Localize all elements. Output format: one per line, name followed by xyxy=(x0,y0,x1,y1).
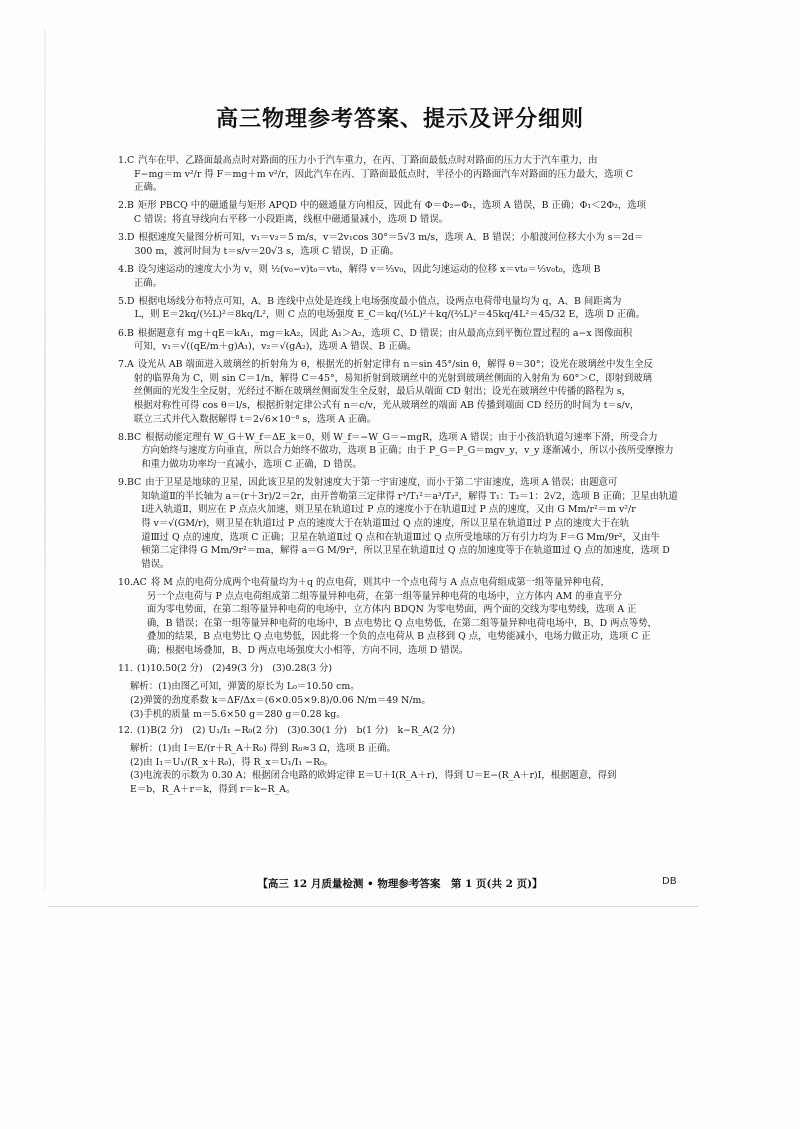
answer-line: (1)10.50(2 分) (2)49(3 分) (3)0.28(3 分) xyxy=(136,663,333,675)
answer-line: (1)B(2 分) (2) U₁/I₁ −R₀(2 分) (3)0.30(1 分) b(1 分) k−R_A(2 分) xyxy=(136,725,456,737)
answer-line: 根据速度矢量图分析可知，v₁＝v₂＝5 m/s，v＝2v₁cos 30°＝5√3 m/s，选项 A、B 错误；小船渡河位移大小为 s＝2d＝ xyxy=(138,232,644,244)
answer-line: E＝b，R_A＋r＝k，得到 r＝k−R_A。 xyxy=(130,784,296,796)
answer-list xyxy=(118,154,690,800)
answer-line: 联立三式并代入数据解得 t＝2√6×10⁻⁸ s，选项 A 正确。 xyxy=(133,413,377,425)
answer-line: 根据对称性可得 cos θ＝l/s，根据折射定律公式有 n＝c/v，光从玻璃丝的端面 AB 传播到端面 CD 经历的时间为 t＝s/v， xyxy=(133,400,640,412)
answer-number: 12. xyxy=(118,725,133,737)
answer-line: (3)电流表的示数为 0.30 A；根据闭合电路的欧姆定律 E＝U＋I(R_A＋r)，得到 U＝E−(R_A＋r)I，根据题意，得到 xyxy=(130,770,617,782)
answer-line: C 错误；将直导线向右平移一小段距离，线框中磁通量减小，选项 D 错误。 xyxy=(133,213,449,225)
answer-number: 9.BC xyxy=(118,477,142,489)
answer-text xyxy=(134,263,690,290)
answer-item xyxy=(118,154,690,195)
answer-line: 汽车在甲、乙路面最高点时对路面的压力小于汽车重力，在丙、丁路面最低点时对路面的压力大于汽车重力，由 xyxy=(138,155,598,166)
answer-item xyxy=(118,295,690,322)
page-title: 高三物理参考答案、提示及评分细则 xyxy=(215,106,584,132)
answer-line: 面为零电势面，在第二组等量异种电荷的电场中，立方体内 BDQN 为零电势面，两个面的交线为零电势线，选项 A 正 xyxy=(146,604,637,616)
answer-item xyxy=(118,263,690,290)
answer-line: 确；根据电场叠加，B、D 两点电场强度大小相等，方向不同，选项 D 错误。 xyxy=(146,644,469,656)
answer-text xyxy=(141,476,690,571)
answer-item xyxy=(118,199,690,226)
answer-text xyxy=(134,154,690,195)
answer-line: 300 m，渡河时间为 t＝s/v＝20√3 s，选项 C 错误，D 正确。 xyxy=(134,245,399,257)
answer-line: 根据动能定理有 W_G＋W_f＝ΔE_k＝0，则 W_f＝−W_G＝−mgR，选项 A 错误；由于小孩沿轨道匀速率下滑，所受合力 xyxy=(145,431,658,443)
scan-edge xyxy=(44,30,46,890)
answer-item xyxy=(118,724,690,738)
answer-item xyxy=(118,231,690,258)
answer-line: 根据题意有 mg＋qE＝kA₁，mg＝kA₂，因此 A₁＞A₂，选项 C、D 错误；由从最高点到平衡位置过程的 a−x 图像面积 xyxy=(137,327,633,339)
answer-text xyxy=(130,680,690,721)
answer-number: 1.C xyxy=(118,155,135,166)
answer-number: 5.D xyxy=(118,295,135,307)
answer-number: 3.D xyxy=(118,232,135,244)
answer-text xyxy=(133,724,690,738)
answer-text xyxy=(134,358,690,426)
answer-line: 根据电场线分布特点可知，A、B 连线中点处是连线上电场强度最小值点，设两点电荷带电量均为 q，A、B 间距离为 xyxy=(138,295,622,307)
answer-item xyxy=(118,358,690,426)
answer-line: 顿第二定律得 G Mm/9r²＝ma，解得 a＝G M/9r²，所以卫星在轨道Ⅱ过 Q 点的加速度等于在轨道Ⅲ过 Q 点的加速度，选项 D xyxy=(141,545,670,557)
answer-line: F−mg＝m v²/r 得 F＝mg＋m v²/r，因此汽车在丙、丁路面最低点时，半径小的丙路面汽车对路面的压力最大，选项 C xyxy=(134,168,634,180)
answer-line: 道Ⅲ过 Q 点的速度，选项 C 正确；卫星在轨道Ⅱ过 Q 点和在轨道Ⅲ过 Q 点所受地球的万有引力均为 F＝G Mm/9r²，又由牛 xyxy=(141,531,660,543)
answer-item xyxy=(118,662,690,676)
answer-text xyxy=(133,662,690,676)
answer-item xyxy=(118,431,690,472)
answer-line: 知轨道Ⅱ的半长轴为 a＝(r＋3r)/2＝2r，由开普勒第三定律得 r³/T₁²＝a³/T₂²，解得 T₁：T₂＝1：2√2，选项 B 正确；卫星由轨道 xyxy=(141,490,678,502)
answer-line: Ⅰ进入轨道Ⅱ，则应在 P 点点火加速，则卫星在轨道Ⅰ过 P 点的速度小于在轨道Ⅱ过 P 点的速度，又由 G Mm/r²＝m v²/r xyxy=(141,504,636,516)
answer-text xyxy=(134,295,690,322)
answer-line: 正确。 xyxy=(134,182,163,194)
answer-line: 确，B 错误；在第一组等量异种电荷的电场中，B 点电势比 Q 点电势低，在第二组等量异种电荷电场中，B、D 两点等势， xyxy=(146,617,658,629)
answer-line: (2)由 I₁＝U₁/(R_x＋R₀)，得 R_x＝U₁/I₁ −R₀。 xyxy=(130,756,334,768)
page-footer: 【高三 12 月质量检测 • 物理参考答案 第 1 页(共 2 页)】 xyxy=(257,878,543,890)
answer-explanation xyxy=(130,742,690,796)
answer-line: (2)弹簧的劲度系数 k＝ΔF/Δx＝(6×0.05×9.8)/0.06 N/m＝49 N/m。 xyxy=(130,694,431,706)
answer-line: 设匀速运动的速度大小为 v，则 ½(v₀−v)t₀＝vt₀，解得 v＝⅓v₀，因此匀速运动的位移 x＝vt₀＝⅓v₀t₀，选项 B xyxy=(137,263,601,275)
answer-number: 11. xyxy=(118,663,133,675)
answer-line: 可知，v₁＝√((qE/m＋g)A₁)，v₂＝√(gA₂)，选项 A 错误、B 正确。 xyxy=(133,341,417,353)
answer-text xyxy=(134,231,690,258)
answer-explanation xyxy=(130,680,690,721)
footer-divider xyxy=(48,906,698,907)
answer-number: 10.AC xyxy=(118,576,147,588)
answer-item xyxy=(118,576,690,658)
answer-line: 丝侧面的光发生全反射，光经过不断在玻璃丝侧面发生全反射，最后从端面 CD 射出；设光在玻璃丝中传播的路程为 s， xyxy=(133,386,631,398)
answer-text xyxy=(147,576,690,658)
answer-line: 叠加的结果，B 点电势比 Q 点电势低，因此将一个负的点电荷从 B 点移到 Q 点，电势能减小，电场力做正功，选项 C 正 xyxy=(146,631,651,643)
answer-item xyxy=(118,327,690,354)
answer-number: 2.B xyxy=(118,200,134,212)
answer-line: 解析：(1)由 I＝E/(r＋R_A＋R₀) 得到 R₀≈3 Ω，选项 B 正确。 xyxy=(130,743,396,755)
answer-line: 将 M 点的电荷分成两个电荷量均为＋q 的点电荷，则其中一个点电荷与 A 点点电荷组成第一组等量异种电荷， xyxy=(150,576,611,588)
answer-line: 错误。 xyxy=(141,558,170,570)
answer-number: 7.A xyxy=(118,359,134,371)
answer-text xyxy=(141,431,690,472)
answer-line: 方向始终与速度方向垂直，所以合力始终不做功，选项 B 正确；由于 P_G＝P_G＝mgv_y，v_y 逐渐减小，所以小孩所受摩擦力 xyxy=(141,445,674,457)
answer-line: 另一个点电荷与 P 点点电荷组成第二组等量异种电荷，在第一组等量异种电荷的电场中，立方体内 AM 的垂直平分 xyxy=(146,590,623,602)
answer-line: 正确。 xyxy=(133,277,162,289)
answer-line: (3)手机的质量 m＝5.6×50 g＝280 g＝0.28 kg。 xyxy=(130,708,346,720)
answer-item xyxy=(118,476,690,571)
answer-text xyxy=(134,199,690,226)
answer-line: 设光从 AB 端面进入玻璃丝的折射角为 θ，根据光的折射定律有 n＝sin 45°/sin θ，解得 θ＝30°；设光在玻璃丝中发生全反 xyxy=(137,359,654,371)
answer-line: 矩形 PBCQ 中的磁通量与矩形 APQD 中的磁通量方向相反，因此有 Φ＝Φ₂−Φ₁，选项 A 错误，B 正确；Φ₁＜2Φ₂，选项 xyxy=(137,200,647,212)
footer-code: DB xyxy=(662,876,677,887)
answer-number: 6.B xyxy=(118,327,134,339)
answer-number: 4.B xyxy=(118,263,134,275)
answer-line: 由于卫星是地球的卫星，因此该卫星的发射速度大于第一宇宙速度，而小于第二宇宙速度，选项 A 错误；由题意可 xyxy=(145,477,618,489)
answer-line: L，则 E＝2kq/(½L)²＝8kq/L²，则 C 点的电场强度 E_C＝kq/(⅓L)²＋kq/(⅔L)²＝45kq/4L²＝45/32 E，选项 D 正确。 xyxy=(134,309,646,321)
answer-number: 8.BC xyxy=(118,431,142,443)
answer-line: 和重力做功功率均一直减小，选项 C 正确，D 错误。 xyxy=(141,459,362,471)
answer-text xyxy=(130,742,690,796)
answer-line: 得 v＝√(GM/r)，则卫星在轨道Ⅰ过 P 点的速度大于在轨道Ⅲ过 Q 点的速度，所以卫星在轨道Ⅱ过 P 点的速度大于在轨 xyxy=(141,518,630,529)
answer-line: 射的临界角为 C，则 sin C＝1/n，解得 C＝45°，易知折射到玻璃丝中的光射到玻璃丝侧面的入射角为 60°＞C，即射到玻璃 xyxy=(133,372,653,384)
answer-line: 解析：(1)由图乙可知，弹簧的原长为 L₀＝10.50 cm。 xyxy=(130,681,360,693)
answer-text xyxy=(134,327,690,354)
